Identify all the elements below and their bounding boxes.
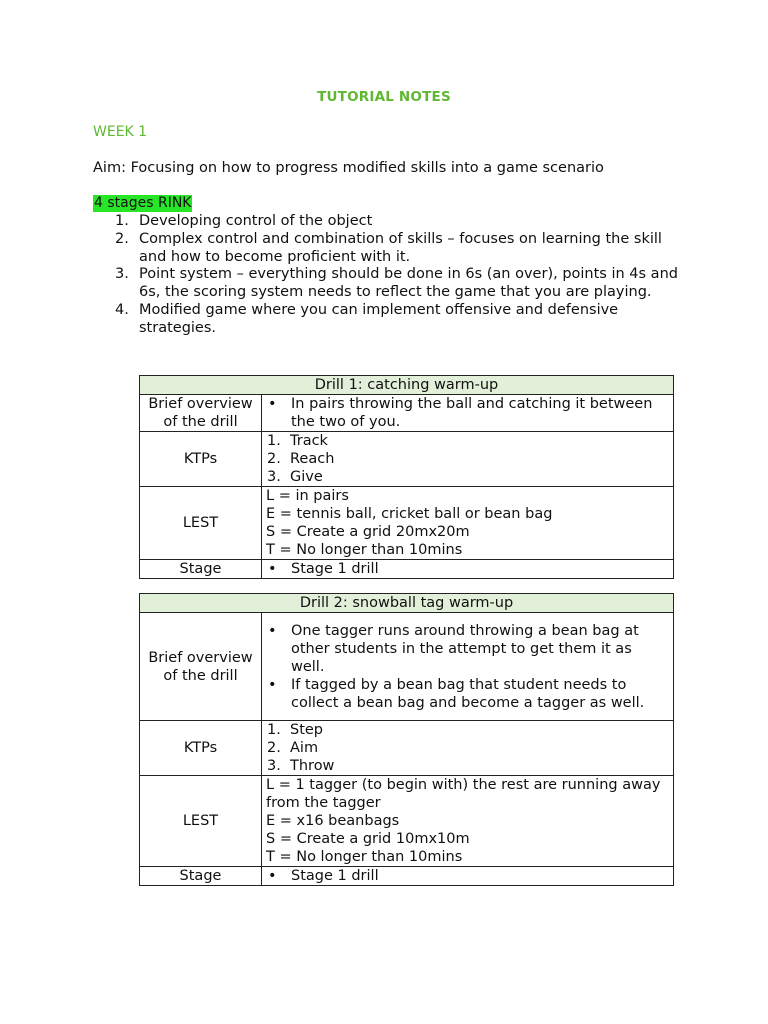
stages-heading: 4 stages RINK (94, 195, 192, 211)
stage-text: Point system – everything should be done in 6s (an over), points in 4s and 6s, the scoring system needs to reflect the game that you are playing. (139, 266, 678, 301)
aim-statement: Aim: Focusing on how to progress modified skills into a game scenario (93, 160, 604, 176)
lest-cell (262, 487, 674, 560)
stage-number: 3. (115, 266, 129, 283)
ktp-item (266, 468, 669, 486)
ktp-number: 3. (267, 469, 281, 485)
stage-cell (262, 560, 674, 579)
stage-item (93, 266, 683, 302)
ktp-item (266, 739, 669, 757)
overview-label: Brief overview of the drill (140, 613, 262, 721)
stage-text: Complex control and combination of skills – focuses on learning the skill and how to become proficient with it. (139, 230, 662, 265)
bullet-glyph: • (268, 396, 277, 412)
stage-item (93, 231, 683, 267)
ktp-item (266, 432, 669, 450)
stage-item (93, 302, 683, 338)
lest-label: LEST (140, 776, 262, 867)
ktp-text: Give (290, 469, 323, 485)
bullet-glyph: • (268, 676, 277, 693)
stage-number: 1. (115, 213, 129, 229)
bullet-item (266, 560, 669, 578)
ktp-text: Reach (290, 451, 335, 467)
ktp-text: Aim (290, 740, 319, 756)
lest-label: LEST (140, 487, 262, 560)
ktps-cell (262, 432, 674, 487)
stage-text: Developing control of the object (139, 213, 373, 229)
ktp-text: Track (290, 433, 328, 449)
ktps-cell (262, 721, 674, 776)
overview-cell (262, 613, 674, 721)
ktp-item (266, 721, 669, 739)
drill-2-table (139, 593, 674, 886)
lest-line: E = tennis ball, cricket ball or bean bag (266, 506, 553, 522)
lest-line: L = 1 tagger (to begin with) the rest are running away from the tagger (266, 777, 661, 811)
ktp-number: 1. (267, 722, 281, 738)
overview-text: One tagger runs around throwing a bean bag at other students in the attempt to get them it as well. (291, 622, 639, 675)
stage-value: Stage 1 drill (291, 868, 379, 884)
overview-text: If tagged by a bean bag that student needs to collect a bean bag and become a tagger as well. (291, 676, 645, 711)
lest-line: S = Create a grid 10mx10m (266, 831, 470, 847)
overview-label: Brief overview of the drill (140, 395, 262, 432)
stage-value: Stage 1 drill (291, 561, 379, 577)
overview-cell (262, 395, 674, 432)
ktp-number: 2. (267, 740, 281, 756)
drill-2-header: Drill 2: snowball tag warm-up (140, 594, 674, 613)
ktp-number: 3. (267, 758, 281, 774)
bullet-item (266, 622, 669, 676)
stages-list (93, 213, 683, 338)
bullet-glyph: • (268, 561, 277, 577)
stage-cell (262, 867, 674, 886)
stage-number: 4. (115, 301, 129, 318)
lest-line: T = No longer than 10mins (266, 849, 463, 865)
stage-label: Stage (140, 867, 262, 886)
ktp-text: Step (290, 722, 324, 738)
stage-text: Modified game where you can implement offensive and defensive strategies. (139, 301, 619, 336)
week-heading: WEEK 1 (93, 124, 148, 140)
bullet-item (266, 867, 669, 885)
stage-label: Stage (140, 560, 262, 579)
ktp-item (266, 450, 669, 468)
ktp-text: Throw (290, 758, 335, 774)
overview-text: In pairs throwing the ball and catching it between the two of you. (291, 396, 653, 430)
ktps-label: KTPs (140, 721, 262, 776)
bullet-item (266, 676, 669, 712)
drill-1-header: Drill 1: catching warm-up (140, 376, 674, 395)
stage-item (93, 213, 683, 231)
bullet-glyph: • (268, 622, 277, 639)
ktps-label: KTPs (140, 432, 262, 487)
drill-1-table (139, 375, 674, 579)
lest-line: L = in pairs (266, 488, 349, 504)
lest-line: E = x16 beanbags (266, 813, 400, 829)
lest-line: T = No longer than 10mins (266, 542, 463, 558)
lest-line: S = Create a grid 20mx20m (266, 524, 470, 540)
stage-number: 2. (115, 230, 129, 247)
ktp-item (266, 757, 669, 775)
bullet-item (266, 395, 669, 431)
document-title: TUTORIAL NOTES (317, 89, 451, 105)
ktp-number: 1. (267, 433, 281, 449)
bullet-glyph: • (268, 868, 277, 884)
lest-cell (262, 776, 674, 867)
ktp-number: 2. (267, 451, 281, 467)
